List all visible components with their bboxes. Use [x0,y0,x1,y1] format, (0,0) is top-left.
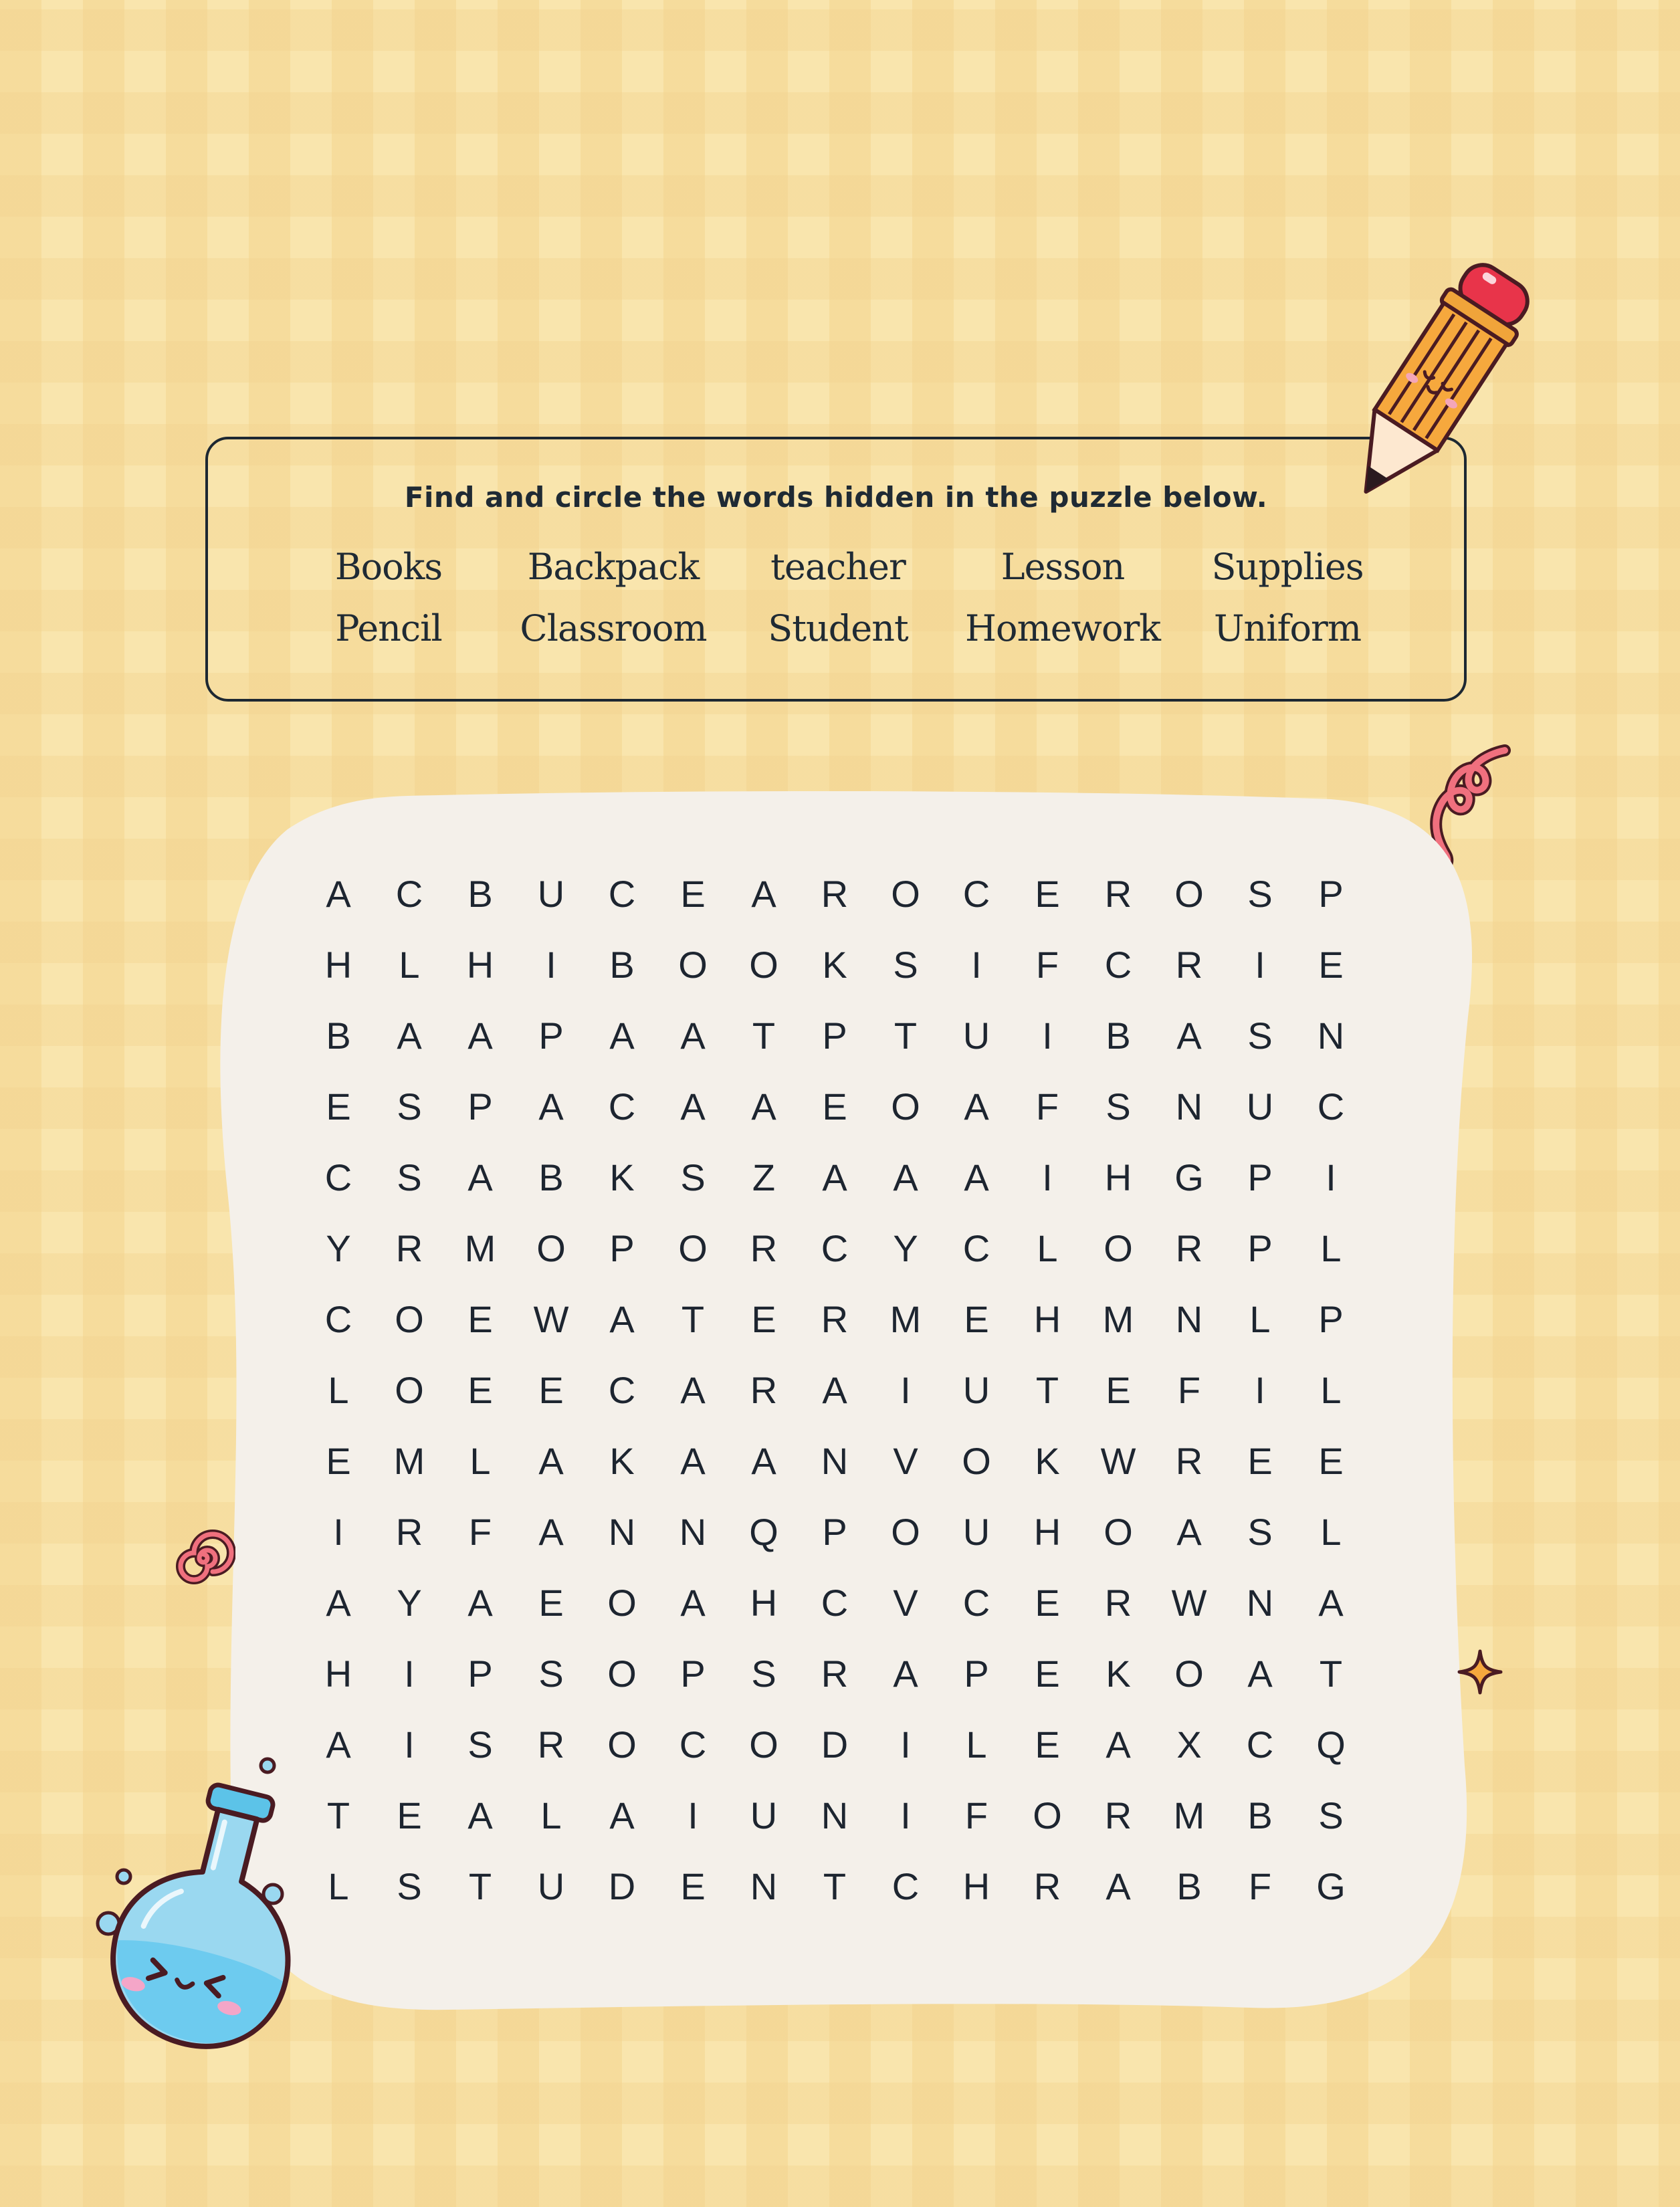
grid-cell: A [1318,1581,1344,1624]
grid-cell: U [962,1368,990,1411]
grid-cell: L [1320,1368,1342,1411]
word-list-box [205,437,1467,702]
grid-cell: B [538,1156,564,1198]
grid-cell: I [900,1723,911,1766]
grid-cell: L [1320,1510,1342,1553]
grid-cell: R [1175,1439,1203,1482]
word-item-pencil: Pencil [335,607,442,649]
grid-cell: B [609,943,635,986]
grid-cell: E [822,1085,847,1128]
grid-cell: N [1246,1581,1274,1624]
grid-cell: A [751,1439,776,1482]
grid-cell: R [821,872,849,915]
grid-cell: A [680,1581,706,1624]
grid-cell: S [538,1652,564,1695]
grid-cell: R [537,1723,565,1766]
grid-cell: C [1246,1723,1274,1766]
grid-cell: A [538,1510,564,1553]
grid-cell: A [822,1156,847,1198]
grid-cell: F [1035,943,1059,986]
grid-cell: C [891,1865,920,1907]
grid-cell: K [1106,1652,1131,1695]
grid-cell: E [751,1297,776,1340]
grid-cell: C [962,1227,990,1269]
grid-cell: E [467,1368,493,1411]
grid-cell: I [1255,1368,1265,1411]
grid-cell: G [1174,1156,1204,1198]
grid-cell: A [326,872,351,915]
grid-cell: I [1042,1156,1053,1198]
grid-cell: O [749,943,778,986]
grid-cell: E [680,872,706,915]
grid-cell: P [822,1014,847,1057]
grid-cell: S [1106,1085,1131,1128]
grid-cell: F [964,1794,988,1836]
grid-cell: E [1035,1723,1060,1766]
grid-cell: A [1176,1014,1202,1057]
grid-cell: A [680,1368,706,1411]
grid-cell: A [467,1156,493,1198]
grid-cell: P [680,1652,706,1695]
instruction-text: Find and circle the words hidden in the puzzle below. [404,481,1268,514]
grid-cell: C [821,1227,849,1269]
grid-cell: O [607,1652,637,1695]
grid-cell: A [326,1723,351,1766]
grid-cell: P [609,1227,635,1269]
grid-cell: U [750,1794,778,1836]
grid-cell: B [467,872,493,915]
grid-cell: E [538,1368,564,1411]
grid-cell: Q [1316,1723,1346,1766]
grid-cell: E [680,1865,706,1907]
grid-cell: D [821,1723,849,1766]
grid-cell: U [962,1014,990,1057]
grid-cell: E [326,1439,351,1482]
grid-cell: F [1177,1368,1201,1411]
grid-cell: C [962,1581,990,1624]
grid-cell: M [393,1439,425,1482]
grid-cell: B [326,1014,351,1057]
grid-cell: A [397,1014,422,1057]
grid-cell: A [467,1581,493,1624]
grid-cell: R [395,1510,423,1553]
grid-cell: P [538,1014,564,1057]
grid-cell: O [891,1510,920,1553]
grid-cell: I [1255,943,1265,986]
grid-cell: A [609,1297,635,1340]
grid-cell: A [822,1368,847,1411]
grid-cell: M [1102,1297,1134,1340]
grid-cell: S [1247,1014,1273,1057]
grid-cell: A [680,1014,706,1057]
grid-cell: I [404,1723,415,1766]
grid-cell: O [678,943,708,986]
grid-cell: S [467,1723,493,1766]
grid-cell: H [1033,1297,1061,1340]
grid-cell: R [1104,1794,1132,1836]
word-item-books: Books [334,546,443,588]
grid-cell: P [467,1652,493,1695]
word-item-lesson: Lesson [1001,546,1125,588]
grid-cell: F [1248,1865,1272,1907]
grid-cell: E [964,1297,989,1340]
grid-cell: T [752,1014,776,1057]
grid-cell: S [751,1652,776,1695]
grid-cell: S [1247,872,1273,915]
grid-cell: E [538,1581,564,1624]
grid-cell: E [326,1085,351,1128]
word-item-homework: Homework [964,607,1161,649]
grid-cell: B [1176,1865,1202,1907]
grid-cell: A [1106,1723,1131,1766]
word-item-uniform: Uniform [1213,607,1362,649]
grid-cell: O [395,1297,424,1340]
grid-cell: E [467,1297,493,1340]
grid-cell: N [679,1510,707,1553]
grid-cell: C [962,872,990,915]
grid-cell: L [1320,1227,1342,1269]
grid-cell: I [1042,1014,1053,1057]
grid-cell: C [324,1156,352,1198]
grid-cell: A [1176,1510,1202,1553]
grid-cell: W [1171,1581,1207,1624]
grid-cell: P [1247,1156,1273,1198]
grid-cell: E [1318,1439,1344,1482]
grid-cell: C [608,1368,636,1411]
grid-cell: E [1318,943,1344,986]
grid-cell: R [1104,1581,1132,1624]
grid-cell: A [964,1085,989,1128]
grid-cell: O [891,1085,920,1128]
grid-cell: A [609,1014,635,1057]
grid-cell: E [1035,1581,1060,1624]
grid-cell: N [821,1439,849,1482]
grid-cell: M [1173,1794,1205,1836]
grid-cell: M [464,1227,496,1269]
grid-cell: L [469,1439,491,1482]
grid-cell: C [395,872,423,915]
grid-cell: Y [326,1227,351,1269]
grid-cell: H [324,943,352,986]
grid-cell: F [1035,1085,1059,1128]
grid-cell: S [397,1085,422,1128]
grid-cell: O [1104,1227,1133,1269]
grid-cell: B [1247,1794,1273,1836]
grid-cell: U [1246,1085,1274,1128]
grid-cell: O [607,1581,637,1624]
grid-cell: P [1247,1227,1273,1269]
grid-cell: E [1035,1652,1060,1695]
grid-cell: L [328,1865,349,1907]
grid-cell: I [546,943,556,986]
grid-cell: O [1174,1652,1204,1695]
grid-cell: O [395,1368,424,1411]
grid-cell: N [821,1794,849,1836]
grid-cell: B [1106,1014,1131,1057]
grid-cell: K [609,1439,635,1482]
grid-cell: V [893,1581,918,1624]
grid-cell: E [397,1794,422,1836]
grid-cell: W [533,1297,569,1340]
grid-cell: T [681,1297,705,1340]
grid-cell: N [1175,1085,1203,1128]
grid-cell: T [823,1865,847,1907]
grid-cell: E [1035,872,1060,915]
grid-cell: H [1104,1156,1132,1198]
pencil-icon [1311,241,1552,542]
grid-cell: A [893,1156,918,1198]
spiral-icon [171,1526,235,1590]
grid-cell: L [1249,1297,1271,1340]
grid-cell: C [324,1297,352,1340]
grid-cell: R [395,1227,423,1269]
grid-cell: I [333,1510,344,1553]
grid-cell: O [678,1227,708,1269]
grid-cell: A [964,1156,989,1198]
grid-cell: T [894,1014,918,1057]
grid-cell: A [680,1439,706,1482]
grid-cell: R [821,1652,849,1695]
grid-cell: P [1318,872,1344,915]
grid-cell: O [536,1227,566,1269]
grid-cell: Q [749,1510,778,1553]
grid-cell: R [1175,943,1203,986]
grid-cell: C [608,1085,636,1128]
grid-cell: O [607,1723,637,1766]
grid-cell: A [467,1014,493,1057]
grid-cell: R [1175,1227,1203,1269]
word-item-supplies: Supplies [1211,546,1364,588]
grid-cell: M [889,1297,922,1340]
grid-cell: C [821,1581,849,1624]
grid-cell: K [609,1156,635,1198]
grid-cell: R [750,1227,778,1269]
grid-cell: O [962,1439,991,1482]
grid-cell: A [467,1794,493,1836]
grid-cell: R [1033,1865,1061,1907]
grid-cell: S [1318,1794,1344,1836]
grid-cell: U [962,1510,990,1553]
grid-cell: A [751,1085,776,1128]
grid-cell: H [324,1652,352,1695]
word-item-classroom: Classroom [520,607,707,649]
letter-grid [303,858,1366,1921]
grid-cell: N [750,1865,778,1907]
grid-cell: V [893,1439,918,1482]
grid-cell: T [326,1794,350,1836]
grid-cell: I [900,1794,911,1836]
grid-cell: O [1174,872,1204,915]
grid-cell: I [1326,1156,1336,1198]
grid-cell: T [468,1865,492,1907]
grid-cell: A [326,1581,351,1624]
grid-cell: K [1035,1439,1060,1482]
grid-cell: R [1104,872,1132,915]
grid-cell: S [397,1865,422,1907]
grid-cell: E [1247,1439,1273,1482]
grid-cell: K [822,943,847,986]
grid-cell: P [1318,1297,1344,1340]
word-list [276,545,1400,651]
grid-cell: G [1316,1865,1346,1907]
grid-cell: W [1100,1439,1136,1482]
grid-cell: F [468,1510,492,1553]
grid-cell: L [966,1723,987,1766]
grid-cell: Y [397,1581,422,1624]
grid-cell: H [962,1865,990,1907]
grid-cell: N [608,1510,636,1553]
grid-cell: U [537,872,565,915]
grid-cell: O [891,872,920,915]
grid-cell: T [1319,1652,1343,1695]
grid-cell: P [467,1085,493,1128]
grid-cell: O [1033,1794,1062,1836]
grid-cell: R [750,1368,778,1411]
grid-cell: A [680,1085,706,1128]
sparkle-icon [1457,1649,1503,1695]
grid-cell: P [822,1510,847,1553]
word-item-student: Student [768,607,908,649]
word-item-teacher: teacher [770,546,906,588]
grid-cell: S [1247,1510,1273,1553]
grid-cell: H [1033,1510,1061,1553]
grid-cell: L [328,1368,349,1411]
grid-cell: C [1317,1085,1345,1128]
grid-cell: I [971,943,982,986]
grid-cell: A [751,872,776,915]
grid-cell: O [1104,1510,1133,1553]
grid-cell: C [679,1723,707,1766]
grid-cell: D [608,1865,636,1907]
grid-cell: U [537,1865,565,1907]
grid-cell: C [1104,943,1132,986]
grid-cell: N [1175,1297,1203,1340]
grid-cell: A [1247,1652,1273,1695]
grid-cell: A [538,1439,564,1482]
grid-cell: P [964,1652,989,1695]
grid-cell: A [538,1085,564,1128]
grid-cell: N [1317,1014,1345,1057]
grid-cell: Z [752,1156,776,1198]
grid-cell: A [609,1794,635,1836]
grid-cell: H [466,943,494,986]
grid-cell: S [680,1156,706,1198]
grid-cell: L [399,943,420,986]
grid-cell: S [893,943,918,986]
grid-cell: A [893,1652,918,1695]
grid-cell: A [1106,1865,1131,1907]
grid-cell: T [1035,1368,1059,1411]
grid-cell: L [540,1794,562,1836]
grid-cell: S [397,1156,422,1198]
grid-cell: E [1106,1368,1131,1411]
grid-cell: I [404,1652,415,1695]
grid-cell: X [1176,1723,1202,1766]
grid-cell: L [1037,1227,1058,1269]
grid-cell: Y [893,1227,918,1269]
word-item-backpack: Backpack [527,546,700,588]
grid-cell: I [688,1794,698,1836]
grid-cell: I [900,1368,911,1411]
grid-cell: O [749,1723,778,1766]
flask-icon [87,1746,301,2080]
grid-cell: C [608,872,636,915]
grid-cell: R [821,1297,849,1340]
grid-cell: H [750,1581,778,1624]
